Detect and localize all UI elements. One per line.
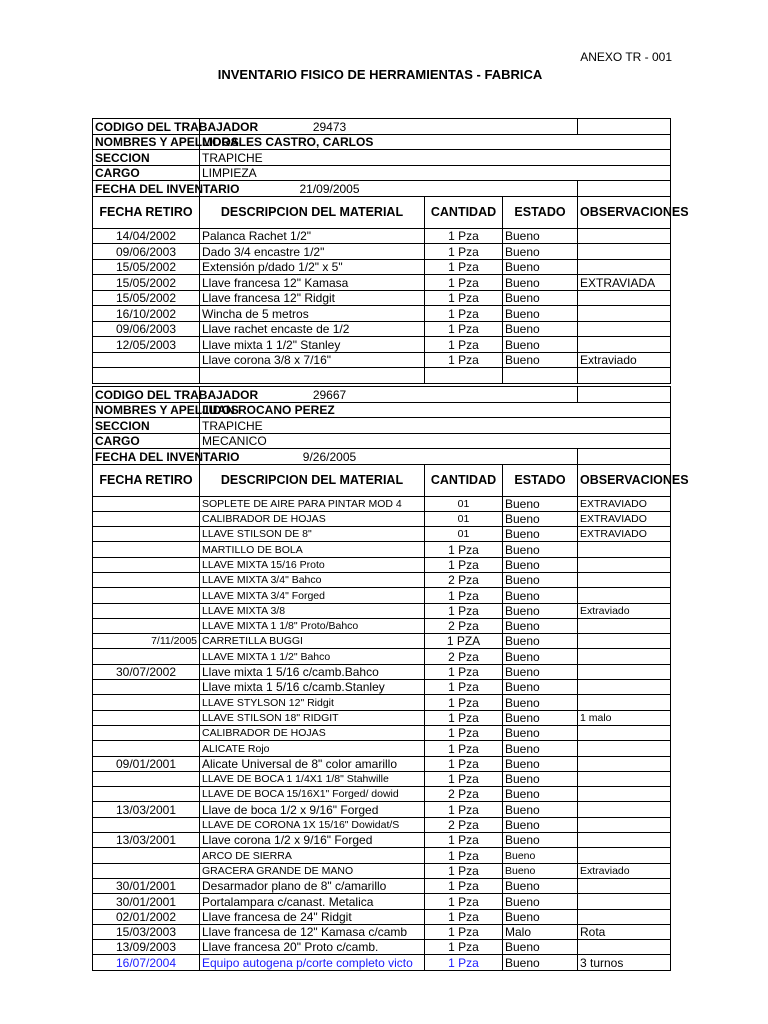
item-date [93,649,200,664]
empty-cell [578,387,671,403]
table-row [93,802,671,817]
item-date [93,680,200,695]
item-status: Bueno [503,909,578,924]
item-date [93,368,200,384]
item-description: Alicate Universal de 8" color amarillo [200,756,425,771]
item-quantity: 1 PZA [425,634,503,649]
worker-role: LIMPIEZA [200,165,671,181]
item-observation [578,833,671,848]
item-status: Bueno [503,337,578,353]
item-observation [578,848,671,863]
item-quantity: 1 Pza [425,940,503,955]
item-status: Bueno [503,741,578,756]
item-date [93,771,200,786]
item-date: 16/10/2002 [93,306,200,322]
item-description: Palanca Rachet 1/2" [200,228,425,244]
item-status: Bueno [503,603,578,618]
worker-name: JUAN ROCANO PEREZ [200,402,671,418]
item-date: 16/07/2004 [93,955,200,970]
item-quantity: 1 Pza [425,306,503,322]
item-description: SOPLETE DE AIRE PARA PINTAR MOD 4 [200,496,425,511]
item-date: 30/07/2002 [93,664,200,679]
item-quantity: 2 Pza [425,817,503,832]
annex-code: ANEXO TR - 001 [580,50,672,64]
worker-section: TRAPICHE [200,418,671,434]
item-observation: 1 malo [578,710,671,725]
item-quantity: 1 Pza [425,557,503,572]
table-row [93,259,671,275]
item-observation [578,244,671,260]
table-row [93,787,671,802]
item-quantity: 1 Pza [425,710,503,725]
item-date [93,572,200,587]
item-observation [578,228,671,244]
item-quantity: 01 [425,496,503,511]
table-row [93,741,671,756]
item-quantity: 1 Pza [425,848,503,863]
label-cargo: CARGO [93,433,200,449]
table-row [93,710,671,725]
item-description: GRACERA GRANDE DE MANO [200,863,425,878]
item-description: Extensión p/dado 1/2" x 5" [200,259,425,275]
item-quantity: 1 Pza [425,955,503,970]
item-observation [578,649,671,664]
table-row [93,244,671,260]
item-observation [578,909,671,924]
item-date [93,741,200,756]
item-observation [578,817,671,832]
item-date [93,496,200,511]
table-row [93,368,671,384]
table-row [93,352,671,368]
item-status: Bueno [503,259,578,275]
table-row [93,527,671,542]
item-status: Bueno [503,802,578,817]
item-quantity: 1 Pza [425,680,503,695]
table-row [93,557,671,572]
item-quantity: 2 Pza [425,572,503,587]
item-quantity: 1 Pza [425,603,503,618]
item-status: Bueno [503,557,578,572]
item-description: LLAVE MIXTA 1 1/2" Bahco [200,649,425,664]
item-status: Bueno [503,894,578,909]
table-row [93,572,671,587]
item-date [93,542,200,557]
item-description: Llave mixta 1 5/16 c/camb.Stanley [200,680,425,695]
table-row [93,725,671,740]
table-row [93,863,671,878]
item-observation [578,557,671,572]
item-status: Bueno [503,817,578,832]
item-quantity: 1 Pza [425,321,503,337]
item-description: Llave francesa 12" Ridgit [200,290,425,306]
item-status: Bueno [503,618,578,633]
item-status: Bueno [503,649,578,664]
table-row [93,680,671,695]
label-nombres: NOMBRES Y APELLIDOS [93,402,200,418]
item-description: Llave corona 1/2 x 9/16" Forged [200,833,425,848]
header-fecha-retiro: FECHA RETIRO [93,464,200,496]
worker-info [93,387,671,465]
item-observation: Extraviado [578,352,671,368]
item-observation: Rota [578,924,671,939]
label-codigo: CODIGO DEL TRABAJADOR [93,119,200,135]
table-row [93,603,671,618]
item-status: Bueno [503,725,578,740]
item-date: 09/06/2003 [93,244,200,260]
inventory-items [93,464,689,970]
header-descripcion: DESCRIPCION DEL MATERIAL [200,196,425,228]
item-date [93,710,200,725]
inventory-items [93,196,689,383]
item-status: Bueno [503,634,578,649]
item-description: CALIBRADOR DE HOJAS [200,511,425,526]
item-quantity: 1 Pza [425,909,503,924]
item-quantity: 1 Pza [425,725,503,740]
item-observation [578,290,671,306]
item-observation: 3 turnos [578,955,671,970]
item-description: LLAVE MIXTA 3/8 [200,603,425,618]
item-quantity: 1 Pza [425,741,503,756]
item-quantity: 2 Pza [425,649,503,664]
item-observation: Extraviado [578,603,671,618]
item-status: Bueno [503,878,578,893]
item-observation [578,695,671,710]
item-description: Llave francesa 12" Kamasa [200,275,425,291]
item-date [93,511,200,526]
item-description: LLAVE STILSON DE 8" [200,527,425,542]
empty-cell [578,119,671,135]
item-observation [578,321,671,337]
header-fecha-retiro: FECHA RETIRO [93,196,200,228]
worker-code: 29667 [200,387,578,403]
item-observation [578,259,671,275]
table-row [93,878,671,893]
item-description: LLAVE STYLSON 12" Ridgit [200,695,425,710]
item-quantity: 1 Pza [425,802,503,817]
empty-cell [578,449,671,465]
item-description: Equipo autogena p/corte completo victo [200,955,425,970]
item-status: Bueno [503,955,578,970]
item-description: Llave corona 3/8 x 7/16" [200,352,425,368]
item-date [93,725,200,740]
item-status: Bueno [503,771,578,786]
item-observation: EXTRAVIADO [578,496,671,511]
item-description: Llave rachet encaste de 1/2 [200,321,425,337]
item-observation [578,878,671,893]
item-quantity: 1 Pza [425,756,503,771]
item-date: 02/01/2002 [93,909,200,924]
item-observation [578,680,671,695]
item-observation [578,634,671,649]
item-date [93,848,200,863]
item-description: LLAVE MIXTA 1 1/8" Proto/Bahco [200,618,425,633]
item-description: Wincha de 5 metros [200,306,425,322]
item-date: 15/05/2002 [93,259,200,275]
label-seccion: SECCION [93,150,200,166]
header-cantidad: CANTIDAD [425,196,503,228]
item-status: Bueno [503,940,578,955]
table-row [93,306,671,322]
item-observation [578,368,671,384]
table-row [93,542,671,557]
label-seccion: SECCION [93,418,200,434]
item-quantity: 1 Pza [425,290,503,306]
item-observation: EXTRAVIADA [578,275,671,291]
item-description: MARTILLO DE BOLA [200,542,425,557]
worker-name: MORALES CASTRO, CARLOS [200,134,671,150]
item-quantity: 01 [425,527,503,542]
item-description: LLAVE DE CORONA 1X 15/16" Dowidat/S [200,817,425,832]
item-date: 12/05/2003 [93,337,200,353]
item-description: LLAVE DE BOCA 1 1/4X1 1/8" Stahwille [200,771,425,786]
item-description: ARCO DE SIERRA [200,848,425,863]
header-observaciones: OBSERVACIONES [578,464,671,496]
item-observation [578,802,671,817]
item-quantity: 1 Pza [425,863,503,878]
item-observation [578,542,671,557]
item-status: Bueno [503,306,578,322]
item-status: Bueno [503,275,578,291]
item-date: 15/05/2002 [93,290,200,306]
item-quantity: 01 [425,511,503,526]
item-observation [578,306,671,322]
item-quantity: 1 Pza [425,352,503,368]
table-row [93,955,671,970]
worker-code: 29473 [200,119,578,135]
item-date: 13/09/2003 [93,940,200,955]
item-status: Bueno [503,527,578,542]
item-description: Desarmador plano de 8" c/amarillo [200,878,425,893]
table-row [93,894,671,909]
item-description: Llave francesa 20" Proto c/camb. [200,940,425,955]
item-date: 14/04/2002 [93,228,200,244]
item-date [93,352,200,368]
table-row [93,588,671,603]
item-observation [578,337,671,353]
worker-role: MECANICO [200,433,671,449]
empty-cell [578,181,671,197]
item-date: 13/03/2001 [93,802,200,817]
label-fecha-inventario: FECHA DEL INVENTARIO [93,449,200,465]
item-status: Bueno [503,848,578,863]
header-descripcion: DESCRIPCION DEL MATERIAL [200,464,425,496]
label-fecha-inventario: FECHA DEL INVENTARIO [93,181,200,197]
item-status: Bueno [503,833,578,848]
worker-section: TRAPICHE [200,150,671,166]
item-status [503,368,578,384]
item-observation: EXTRAVIADO [578,527,671,542]
table-row [93,634,671,649]
item-observation [578,741,671,756]
table-row [93,771,671,786]
worker-block-1 [92,118,689,384]
item-quantity: 1 Pza [425,894,503,909]
item-status: Bueno [503,680,578,695]
item-status: Bueno [503,228,578,244]
header-estado: ESTADO [503,196,578,228]
item-observation [578,588,671,603]
item-date: 09/01/2001 [93,756,200,771]
table-row [93,228,671,244]
item-quantity: 1 Pza [425,259,503,275]
item-description [200,368,425,384]
item-date: 7/11/2005 [93,634,200,649]
item-description: LLAVE DE BOCA 15/16X1" Forged/ dowid [200,787,425,802]
header-estado: ESTADO [503,464,578,496]
item-observation [578,725,671,740]
item-quantity: 2 Pza [425,787,503,802]
column-header-row [93,196,671,228]
table-row [93,496,671,511]
item-status: Malo [503,924,578,939]
item-quantity [425,368,503,384]
item-description: LLAVE STILSON 18" RIDGIT [200,710,425,725]
table-row [93,924,671,939]
table-row [93,649,671,664]
header-observaciones: OBSERVACIONES [578,196,671,228]
table-row [93,290,671,306]
item-status: Bueno [503,588,578,603]
header-cantidad: CANTIDAD [425,464,503,496]
page-title: INVENTARIO FISICO DE HERRAMIENTAS - FABRICA [217,67,543,82]
item-status: Bueno [503,244,578,260]
item-status: Bueno [503,511,578,526]
table-row [93,756,671,771]
item-date [93,787,200,802]
item-description: Llave de boca 1/2 x 9/16" Forged [200,802,425,817]
item-date [93,817,200,832]
item-status: Bueno [503,352,578,368]
item-date [93,863,200,878]
label-codigo: CODIGO DEL TRABAJADOR [93,387,200,403]
item-quantity: 2 Pza [425,618,503,633]
item-date [93,557,200,572]
item-observation [578,787,671,802]
item-date: 13/03/2001 [93,833,200,848]
item-observation [578,618,671,633]
item-description: Dado 3/4 encastre 1/2" [200,244,425,260]
table-row [93,511,671,526]
table-row [93,618,671,633]
table-row [93,664,671,679]
item-description: ALICATE Rojo [200,741,425,756]
table-row [93,848,671,863]
item-quantity: 1 Pza [425,878,503,893]
item-description: CARRETILLA BUGGI [200,634,425,649]
table-row [93,321,671,337]
item-date [93,618,200,633]
item-quantity: 1 Pza [425,337,503,353]
item-quantity: 1 Pza [425,542,503,557]
item-date [93,603,200,618]
item-description: LLAVE MIXTA 15/16 Proto [200,557,425,572]
item-description: Llave francesa de 12" Kamasa c/camb [200,924,425,939]
item-description: Llave francesa de 24" Ridgit [200,909,425,924]
item-observation [578,664,671,679]
item-observation [578,572,671,587]
inventory-date: 21/09/2005 [200,181,578,197]
table-row [93,275,671,291]
item-quantity: 1 Pza [425,924,503,939]
item-observation: Extraviado [578,863,671,878]
item-description: Llave mixta 1 5/16 c/camb.Bahco [200,664,425,679]
item-status: Bueno [503,572,578,587]
label-nombres: NOMBRES Y APELLIDOS [93,134,200,150]
item-date: 15/05/2002 [93,275,200,291]
item-date [93,527,200,542]
table-row [93,817,671,832]
item-quantity: 1 Pza [425,695,503,710]
item-quantity: 1 Pza [425,771,503,786]
label-cargo: CARGO [93,165,200,181]
item-status: Bueno [503,756,578,771]
item-status: Bueno [503,863,578,878]
item-status: Bueno [503,290,578,306]
table-row [93,337,671,353]
table-row [93,940,671,955]
table-row [93,909,671,924]
inventory-date: 9/26/2005 [200,449,578,465]
worker-block-2 [92,386,689,971]
item-quantity: 1 Pza [425,275,503,291]
item-date: 09/06/2003 [93,321,200,337]
item-observation [578,894,671,909]
item-status: Bueno [503,787,578,802]
item-date: 30/01/2001 [93,894,200,909]
table-row [93,833,671,848]
item-observation [578,940,671,955]
item-quantity: 1 Pza [425,228,503,244]
item-description: Llave mixta 1 1/2" Stanley [200,337,425,353]
item-observation [578,771,671,786]
item-status: Bueno [503,321,578,337]
item-description: CALIBRADOR DE HOJAS [200,725,425,740]
item-quantity: 1 Pza [425,244,503,260]
item-status: Bueno [503,496,578,511]
item-quantity: 1 Pza [425,833,503,848]
item-status: Bueno [503,664,578,679]
column-header-row [93,464,671,496]
item-date: 15/03/2003 [93,924,200,939]
item-date [93,695,200,710]
item-description: LLAVE MIXTA 3/4" Bahco [200,572,425,587]
item-quantity: 1 Pza [425,588,503,603]
worker-info [93,119,671,197]
item-quantity: 1 Pza [425,664,503,679]
item-status: Bueno [503,695,578,710]
item-status: Bueno [503,710,578,725]
table-row [93,695,671,710]
item-date: 30/01/2001 [93,878,200,893]
item-description: LLAVE MIXTA 3/4" Forged [200,588,425,603]
item-observation [578,756,671,771]
item-status: Bueno [503,542,578,557]
item-description: Portalampara c/canast. Metalica [200,894,425,909]
item-date [93,588,200,603]
item-observation: EXTRAVIADO [578,511,671,526]
